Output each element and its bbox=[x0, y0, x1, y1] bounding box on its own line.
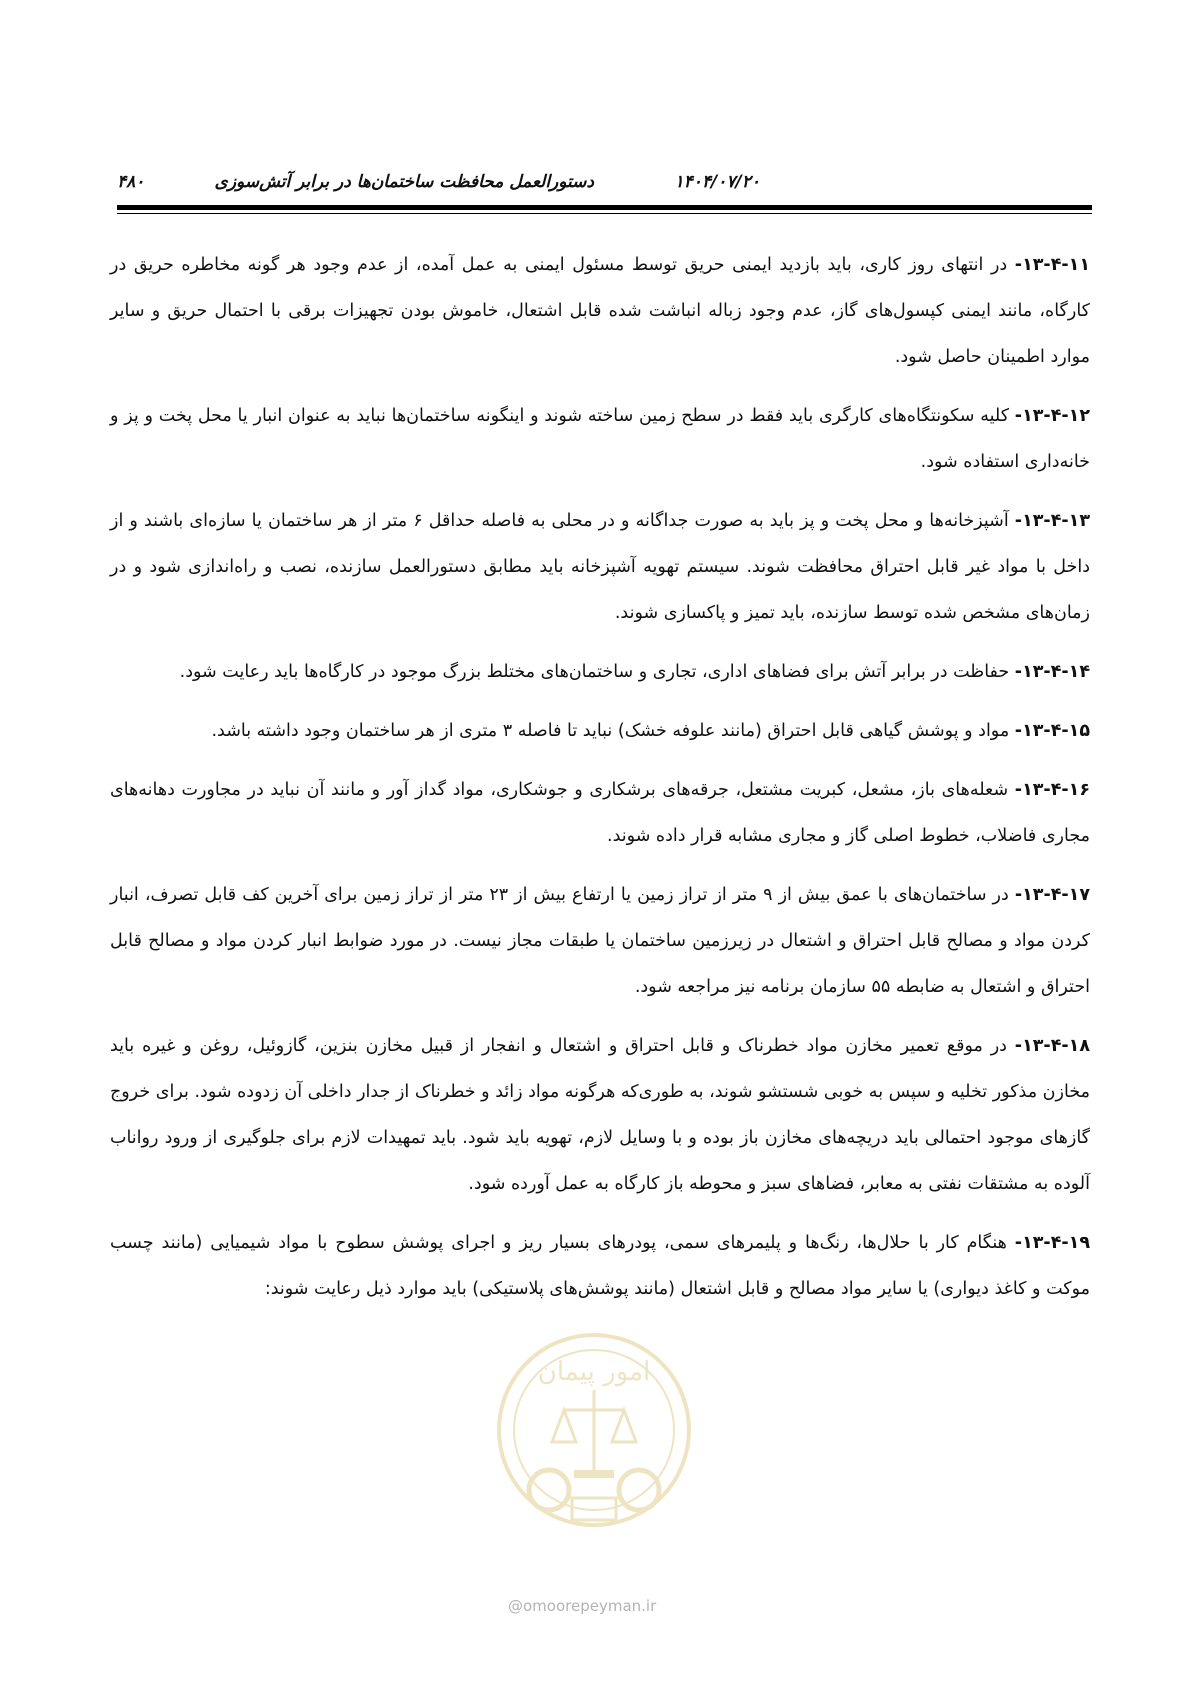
header-title: دستورالعمل محافظت ساختمان‌ها در برابر آتش‌سوزی bbox=[214, 172, 594, 192]
page-header bbox=[117, 168, 1092, 198]
clause-number: ۱۳-۴-۱۱- bbox=[1014, 255, 1090, 275]
clause-text: در موقع تعمیر مخازن مواد خطرناک و قابل احتراق و اشتعال و انفجار از قبیل مخازن بنزین، گازوئیل، روغن و غیره باید مخازن مذکور تخلیه و سپس به خوبی شستشو شوند، به طوری‌که هرگونه مواد زائد و خطرناک از جدار داخلی آن زدوده شود. برای خروج گازهای موجود احتمالی باید دریچه‌های مخازن باز بوده و با وسایل لازم، تهویه باید شود. باید تمهیدات لازم برای جلوگیری از ورود رواناب آلوده به مشتقات نفتی به معابر، فضاهای سبز و محوطه باز کارگاه به عمل آورده شود. bbox=[110, 1036, 1090, 1194]
clause-text: آشپزخانه‌ها و محل پخت و پز باید به صورت جداگانه و در محلی به فاصله حداقل ۶ متر از هر ساختمان یا سازه‌ای باشند و از داخل با مواد غیر قابل احتراق محافظت شوند. سیستم تهویه آشپزخانه باید مطابق دستورالعمل سازنده، نصب و راه‌اندازی شود و در زمان‌های مشخص شده توسط سازنده، باید تمیز و پاکسازی شوند. bbox=[110, 511, 1090, 623]
clause-text: شعله‌های باز، مشعل، کبریت مشتعل، جرقه‌های برشکاری و جوشکاری، مواد گداز آور و مانند آن نباید در مجاورت دهانه‌های مجاری فاضلاب، خطوط اصلی گاز و مجاری مشابه قرار داده شوند. bbox=[110, 780, 1090, 846]
clause-text: در ساختمان‌های با عمق بیش از ۹ متر از تراز زمین یا ارتفاع بیش از ۲۳ متر از تراز زمین برای آخرین کف قابل تصرف، انبار کردن مواد و مصالح قابل احتراق و اشتعال در زیرزمین ساختمان یا طبقات مجاز نیست. در مورد ضوابط انبار کردن مواد و مصالح قابل احتراق و اشتعال به ضابطه ۵۵ سازمان برنامه نیز مراجعه شود. bbox=[110, 885, 1090, 997]
paragraph-13-4-14 bbox=[110, 649, 1090, 695]
clause-number: ۱۳-۴-۱۶- bbox=[1014, 780, 1090, 800]
header-date: ۱۴۰۴/۰۷/۲۰ bbox=[674, 172, 760, 192]
paragraph-13-4-17 bbox=[110, 872, 1090, 1010]
paragraph-13-4-16 bbox=[110, 767, 1090, 859]
clause-text: مواد و پوشش گیاهی قابل احتراق (مانند علوفه خشک) نباید تا فاصله ۳ متری از هر ساختمان وجود داشته باشد. bbox=[211, 721, 1015, 741]
watermark-site: @omoorepeyman.ir bbox=[508, 1597, 657, 1615]
document-body bbox=[110, 242, 1090, 1325]
clause-number: ۱۳-۴-۱۳- bbox=[1014, 511, 1090, 531]
header-rule-thin bbox=[117, 213, 1092, 214]
watermark-logo-icon bbox=[494, 1320, 694, 1570]
paragraph-13-4-12 bbox=[110, 393, 1090, 485]
clause-number: ۱۳-۴-۱۸- bbox=[1014, 1036, 1090, 1056]
paragraph-13-4-18 bbox=[110, 1023, 1090, 1207]
watermark-logo-text: امور پیمان bbox=[537, 1357, 651, 1387]
clause-text: در انتهای روز کاری، باید بازدید ایمنی حریق توسط مسئول ایمنی به عمل آمده، از عدم وجود هر گونه مخاطره حریق در کارگاه، مانند ایمنی کپسول‌های گاز، عدم وجود زباله انباشت شده قابل اشتعال، خاموش بودن تجهیزات برقی با احتمال حریق و سایر موارد اطمینان حاصل شود. bbox=[110, 255, 1090, 367]
clause-number: ۱۳-۴-۱۴- bbox=[1014, 662, 1090, 682]
clause-text: کلیه سکونتگاه‌های کارگری باید فقط در سطح زمین ساخته شوند و اینگونه ساختمان‌ها نباید به عنوان انبار یا محل پخت و پز و خانه‌داری استفاده شود. bbox=[110, 406, 1090, 472]
paragraph-13-4-13 bbox=[110, 498, 1090, 636]
clause-number: ۱۳-۴-۱۷- bbox=[1014, 885, 1091, 905]
paragraph-13-4-11 bbox=[110, 242, 1090, 380]
clause-number: ۱۳-۴-۱۹- bbox=[1014, 1233, 1090, 1253]
header-rule-thick bbox=[117, 205, 1092, 210]
paragraph-13-4-19 bbox=[110, 1220, 1090, 1312]
page-number: ۴۸۰ bbox=[117, 172, 145, 192]
clause-number: ۱۳-۴-۱۵- bbox=[1014, 721, 1090, 741]
clause-text: هنگام کار با حلال‌ها، رنگ‌ها و پلیمرهای سمی، پودرهای بسیار ریز و اجرای پوشش سطوح با مواد شیمیایی (مانند چسب موکت و کاغذ دیواری) یا سایر مواد مصالح و قابل اشتعال (مانند پوشش‌های پلاستیکی) باید موارد ذیل رعایت شوند: bbox=[110, 1233, 1090, 1299]
clause-number: ۱۳-۴-۱۲- bbox=[1014, 406, 1090, 426]
clause-text: حفاظت در برابر آتش برای فضاهای اداری، تجاری و ساختمان‌های مختلط بزرگ موجود در کارگاه‌ها باید رعایت شود. bbox=[179, 662, 1015, 682]
paragraph-13-4-15 bbox=[110, 708, 1090, 754]
